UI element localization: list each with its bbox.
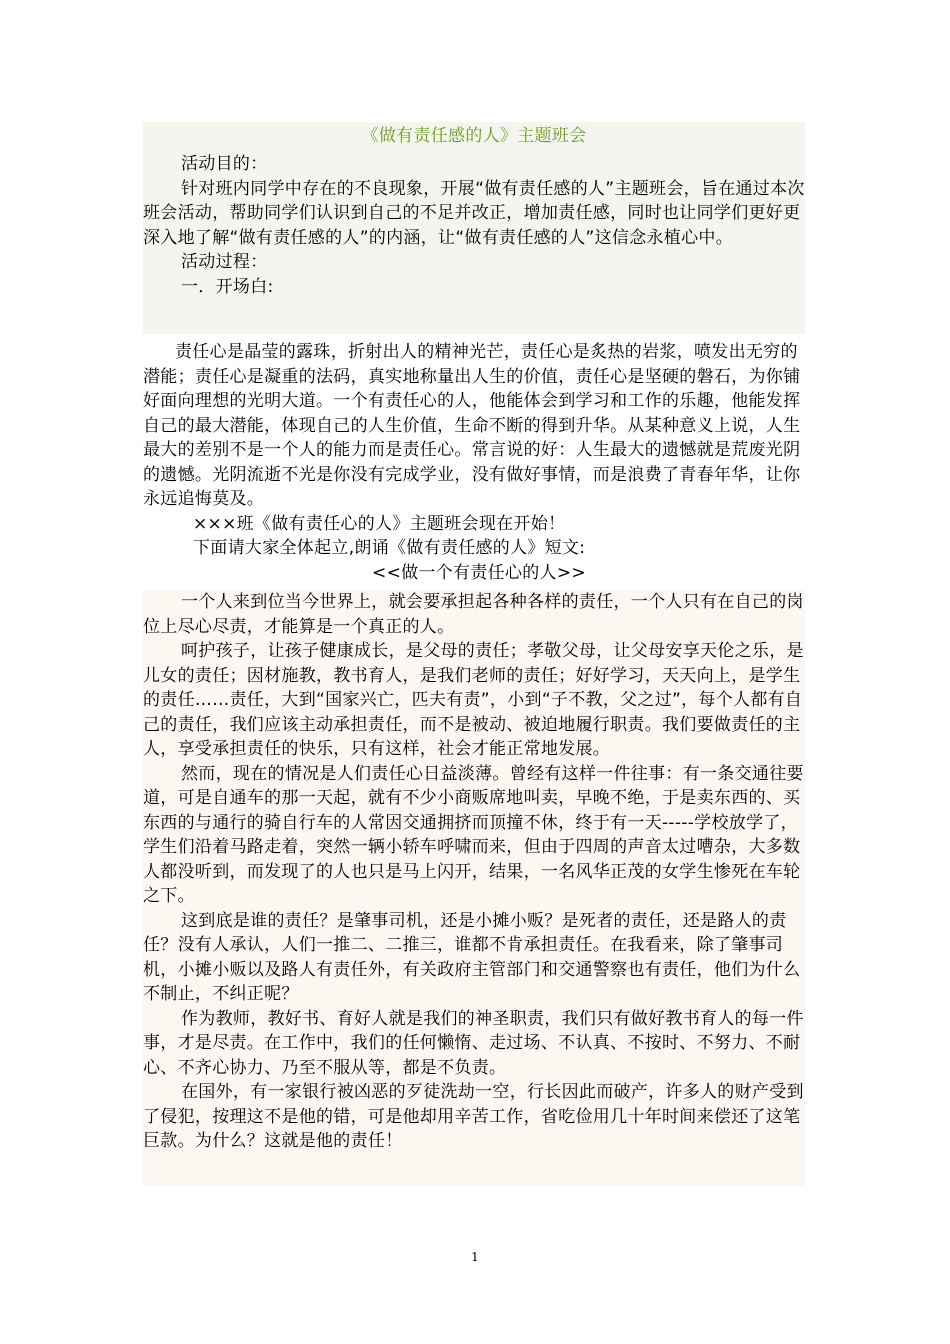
stand-line: 下面请大家全体起立,朗诵《做有责任感的人》短文: (193, 538, 586, 558)
document-title: 《做有责任感的人》主题班会 (361, 126, 587, 146)
opening-paragraph: 责任心是晶莹的露珠，折射出人的精神光芒，责任心是炙热的岩浆，喷发出无穷的潜能；责任心是凝重的法码，真实地称量出人生的价值，责任心是坚硬的磐石，为你铺好面向理想的光明大道。一个有责任心的人，他能体会到学习和工作的乐趣，他能发挥自己的最大潜能，体现自己的人生价值，生命不断的得到升华。从某种意义上说，人生最大的差别不是一个人的能力而是责任心。常言说的好：人生最大的遗憾就是荒废光阴的遗憾。光阴流逝不光是你没有完成学业，没有做好事情，而是浪费了青春年华，让你永远追悔莫及。 (143, 342, 801, 509)
essay-paragraph: 在国外，有一家银行被凶恶的歹徒洗劫一空，行长因此而破产，许多人的财产受到了侵犯，按理这不是他的错，可是他却用辛苦工作，省吃俭用几十年时间来偿还了这笔巨款。为什么？这就是他的责任！ (143, 1082, 804, 1151)
essay-paragraph: 然而，现在的情况是人们责任心日益淡薄。曾经有这样一件往事：有一条交通往要道，可是自通车的那一天起，就有不少小商贩席地叫卖，早晚不绝，于是卖东西的、买东西的与通行的骑自行车的人常因交通拥挤而顶撞不休，终于有一天-----学校放学了，学生们沿着马路走着，突然一辆小轿车呼啸而来，但由于四周的声音太过嘈杂，大多数人都没听到，而发现了的人也只是马上闪开，结果，一名风华正茂的女学生惨死在车轮之下。 (143, 763, 804, 906)
essay-section (143, 590, 805, 1186)
opening-label: 一．开场白: (181, 276, 274, 297)
page-number: 1 (471, 1250, 479, 1264)
essay-paragraph: 作为教师，教好书、育好人就是我们的神圣职责，我们只有做好教书育人的每一件事，才是尽责。在工作中，我们的任何懒惰、走过场、不认真、不按时、不努力、不耐心、不齐心协力、乃至不服从等，都是不负责。 (143, 1008, 804, 1078)
essay-paragraph: 呵护孩子，让孩子健康成长，是父母的责任；孝敬父母，让父母安享天伦之乐，是儿女的责任；因材施教，教书育人，是我们老师的责任；好好学习，天天向上，是学生的责任……责任，大到“国家兴亡，匹夫有责”，小到“子不教，父之过”，每个人都有自己的责任，我们应该主动承担责任，而不是被动、被迫地履行职责。我们要做责任的主人，享受承担责任的快乐，只有这样，社会才能正常地发展。 (143, 641, 804, 759)
intro-section (143, 122, 805, 334)
process-label: 活动过程： (181, 252, 268, 272)
opening-section (143, 340, 815, 590)
essay-paragraph: 这到底是谁的责任？是肇事司机，还是小摊小贩？是死者的责任，还是路人的责任？没有人承认，人们一推二、二推三，谁都不肯承担责任。在我看来，除了肇事司机，小摊小贩以及路人有责任外，有关政府主管部门和交通警察也有责任，他们为什么不制止，不纠正呢？ (143, 910, 801, 1004)
purpose-label: 活动目的： (181, 154, 268, 174)
start-line: ×××班《做有责任心的人》主题班会现在开始！ (193, 513, 566, 534)
purpose-paragraph: 针对班内同学中存在的不良现象，开展“做有责任感的人”主题班会，旨在通过本次班会活动，帮助同学们认识到自己的不足并改正，增加责任感，同时也让同学们更好更深入地了解“做有责任感的人”的内涵，让“做有责任感的人”这信念永植心中。 (143, 178, 805, 248)
essay-title: <<做一个有责任心的人>> (372, 562, 586, 583)
essay-paragraph: 一个人来到位当今世界上，就会要承担起各种各样的责任，一个人只有在自己的岗位上尽心尽责，才能算是一个真正的人。 (143, 592, 804, 637)
